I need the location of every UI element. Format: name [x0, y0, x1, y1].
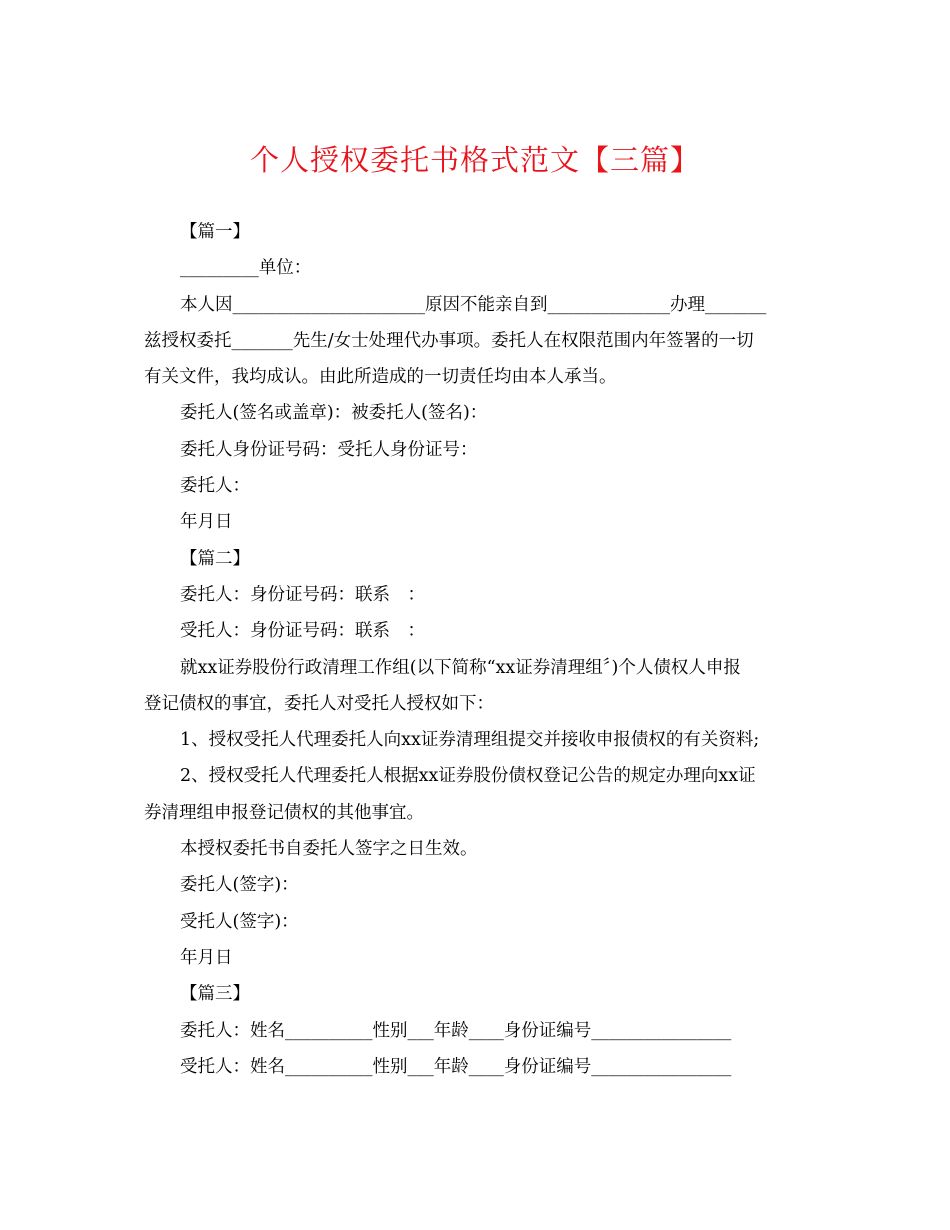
principal-form-line: 委托人：姓名__________性别___年龄____身份证编号________________: [180, 1020, 732, 1041]
id-number-line-1: 委托人身份证号码：受托人身份证号：: [180, 439, 478, 460]
paragraph-authorize: 兹授权委托_______先生/女士处理代办事项。委托人在权限范围内年签署的一切: [144, 330, 754, 351]
document-body: [144, 214, 804, 1085]
section-heading-1: 【篇一】: [180, 222, 250, 242]
date-line-1: 年月日: [180, 512, 233, 533]
principal-line-1: 委托人：: [180, 476, 250, 497]
unit-line: _________单位：: [180, 258, 312, 279]
document-title: 个人授权委托书格式范文【三篇】: [249, 143, 700, 177]
effective-line: 本授权委托书自委托人签字之日生效。: [180, 839, 478, 860]
paragraph-intro: 就xx证券股份行政清理工作组(以下简称“xx证券清理组〞)个人债权人申报: [180, 657, 741, 678]
authorization-item-1: 1、授权受托人代理委托人向xx证券清理组提交并接收申报债权的有关资料;: [180, 730, 760, 751]
paragraph-intro-cont: 登记债权的事宜，委托人对受托人授权如下：: [144, 693, 494, 714]
principal-signature-line: 委托人(签字)：: [180, 875, 299, 896]
signature-line-1: 委托人(签名或盖章)：被委托人(签名)：: [180, 403, 488, 424]
paragraph-reason: 本人因______________________原因不能亲自到______________办理_______: [180, 294, 767, 315]
agent-form-line: 受托人：姓名__________性别___年龄____身份证编号________________: [180, 1056, 732, 1077]
section-heading-2: 【篇二】: [180, 548, 250, 569]
authorization-item-2: 2、授权受托人代理委托人根据xx证券股份债权登记公告的规定办理向xx证: [180, 766, 756, 787]
agent-signature-line: 受托人(签字)：: [180, 911, 299, 932]
agent-info-line: 受托人：身份证号码：联系 ：: [180, 621, 425, 642]
paragraph-responsibility: 有关文件，我均成认。由此所造成的一切责任均由本人承当。: [144, 367, 617, 388]
section-heading-3: 【篇三】: [180, 984, 250, 1005]
authorization-item-2-cont: 券清理组申报登记债权的其他事宜。: [144, 802, 424, 823]
principal-info-line: 委托人：身份证号码：联系 ：: [180, 584, 425, 605]
date-line-2: 年月日: [180, 947, 233, 968]
